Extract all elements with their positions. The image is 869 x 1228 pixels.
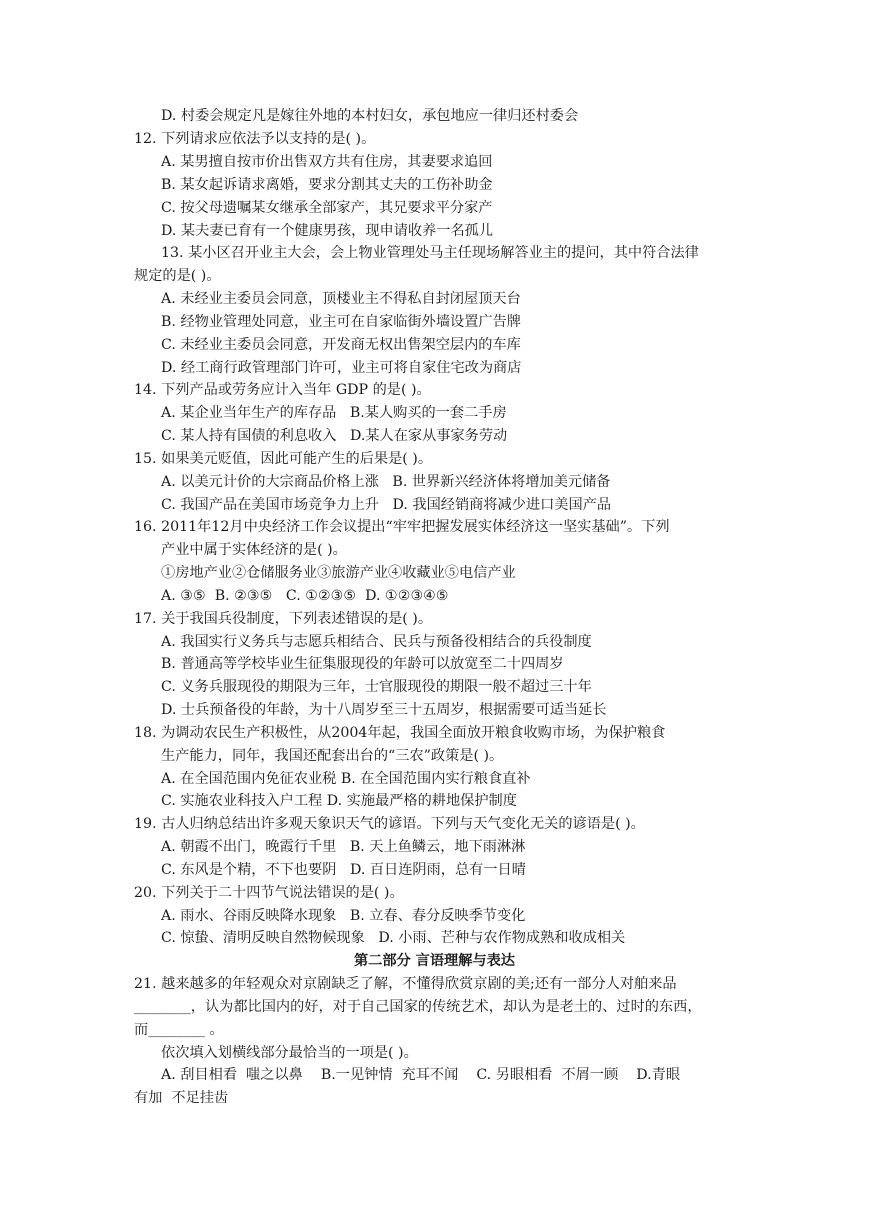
q16-options: A. ③⑤ B. ②③⑤ C. ①②③⑤ D. ①②③④⑤ (161, 588, 449, 604)
q19-options-ab: A. 朝霞不出门，晚霞行千里 B. 天上鱼鳞云，地下雨淋淋 (161, 839, 526, 855)
q21-stem: 21. 越来越多的年轻观众对京剧缺乏了解，不懂得欣赏京剧的美;还有一部分人对舶来品 (134, 976, 677, 992)
q13-stem: 13. 某小区召开业主大会，会上物业管理处马主任现场解答业主的提问，其中符合法律 (161, 245, 699, 261)
q16-stem-cont: 产业中属于实体经济的是( )。 (161, 542, 347, 558)
q13-option-a: A. 未经业主委员会同意，顶楼业主不得私自封闭屋顶天台 (161, 291, 521, 307)
q17-stem: 17. 关于我国兵役制度，下列表述错误的是( )。 (134, 611, 433, 627)
q14-stem: 14. 下列产品或劳务应计入当年 GDP 的是( )。 (134, 382, 431, 398)
q13-option-c: C. 未经业主委员会同意，开发商无权出售架空层内的车库 (161, 337, 521, 353)
q15-options-cd: C. 我国产品在美国市场竞争力上升 D. 我国经销商将减少进口美国产品 (161, 497, 612, 513)
section-heading: 第二部分 言语理解与表达 (353, 953, 515, 969)
q13-option-d: D. 经工商行政管理部门许可，业主可将自家住宅改为商店 (161, 360, 522, 376)
q18-stem: 18. 为调动农民生产积极性，从2004年起，我国全面放开粮食收购市场，为保护粮食 (134, 725, 666, 741)
q18-options-ab: A. 在全国范围内免征农业税 B. 在全国范围内实行粮食直补 (161, 771, 531, 787)
q20-options-ab: A. 雨水、谷雨反映降水现象 B. 立春、春分反映季节变化 (161, 908, 526, 924)
q17-option-c: C. 义务兵服现役的期限为三年，士官服现役的期限一般不超过三十年 (161, 679, 592, 695)
q12-option-d: D. 某夫妻已育有一个健康男孩，现申请收养一名孤儿 (161, 223, 494, 239)
q13-stem-cont: 规定的是( )。 (134, 268, 221, 284)
q17-option-b: B. 普通高等学校毕业生征集服现役的年龄可以放宽至二十四周岁 (161, 656, 564, 672)
q21-instruction: 依次填入划横线部分最恰当的一项是( )。 (161, 1045, 418, 1061)
q21-options-cont: 有加 不足挂齿 (134, 1090, 229, 1106)
q14-options-ab: A. 某企业当年生产的库存品 B.某人购买的一套二手房 (161, 405, 507, 421)
q16-items: ①房地产业②仓储服务业③旅游产业④收藏业⑤电信产业 (161, 565, 516, 581)
q12-option-c: C. 按父母遗嘱某女继承全部家产，其兄要求平分家产 (161, 200, 493, 216)
q17-option-a: A. 我国实行义务兵与志愿兵相结合、民兵与预备役相结合的兵役制度 (161, 634, 592, 650)
q20-options-cd: C. 惊蛰、清明反映自然物候现象 D. 小雨、芒种与农作物成熟和收成相关 (161, 930, 626, 946)
q19-options-cd: C. 东风是个精，不下也要阴 D. 百日连阴雨，总有一日晴 (161, 862, 526, 878)
q17-option-d: D. 士兵预备役的年龄，为十八周岁至三十五周岁，根据需要可适当延长 (161, 702, 607, 718)
q12-option-b: B. 某女起诉请求离婚，要求分割其丈夫的工伤补助金 (161, 177, 493, 193)
q15-stem: 15. 如果美元贬值，因此可能产生的后果是( )。 (134, 451, 433, 467)
q14-options-cd: C. 某人持有国债的利息收入 D.某人在家从事家务劳动 (161, 428, 508, 444)
q15-options-ab: A. 以美元计价的大宗商品价格上涨 B. 世界新兴经济体将增加美元储备 (161, 474, 611, 490)
q18-options-cd: C. 实施农业科技入户工程 D. 实施最严格的耕地保护制度 (161, 793, 517, 809)
q16-stem: 16. 2011年12月中央经济工作会议提出“牢牢把握发展实体经济这一坚实基础”。下列 (134, 519, 670, 535)
q11-option-d: D. 村委会规定凡是嫁往外地的本村妇女，承包地应一律归还村委会 (161, 108, 579, 124)
q19-stem: 19. 古人归纳总结出许多观天象识天气的谚语。下列与天气变化无关的谚语是( )。 (134, 816, 645, 832)
q21-options: A. 刮目相看 嗤之以鼻 B.一见钟情 充耳不闻 C. 另眼相看 不屑一顾 D.青眼 (161, 1067, 681, 1083)
q12-option-a: A. 某男擅自按市价出售双方共有住房，其妻要求追回 (161, 154, 493, 170)
q13-option-b: B. 经物业管理处同意，业主可在自家临街外墙设置广告牌 (161, 314, 521, 330)
q12-stem: 12. 下列请求应依法予以支持的是( )。 (134, 131, 376, 147)
q20-stem: 20. 下列关于二十四节气说法错误的是( )。 (134, 885, 404, 901)
q18-stem-cont: 生产能力，同年，我国还配套出台的“三农”政策是( )。 (161, 748, 504, 764)
q21-stem-cont1: ________，认为都比国内的好，对于自己国家的传统艺术，却认为是老土的、过时的东西， (134, 999, 702, 1015)
q21-stem-cont2: 而________ 。 (134, 1022, 224, 1038)
